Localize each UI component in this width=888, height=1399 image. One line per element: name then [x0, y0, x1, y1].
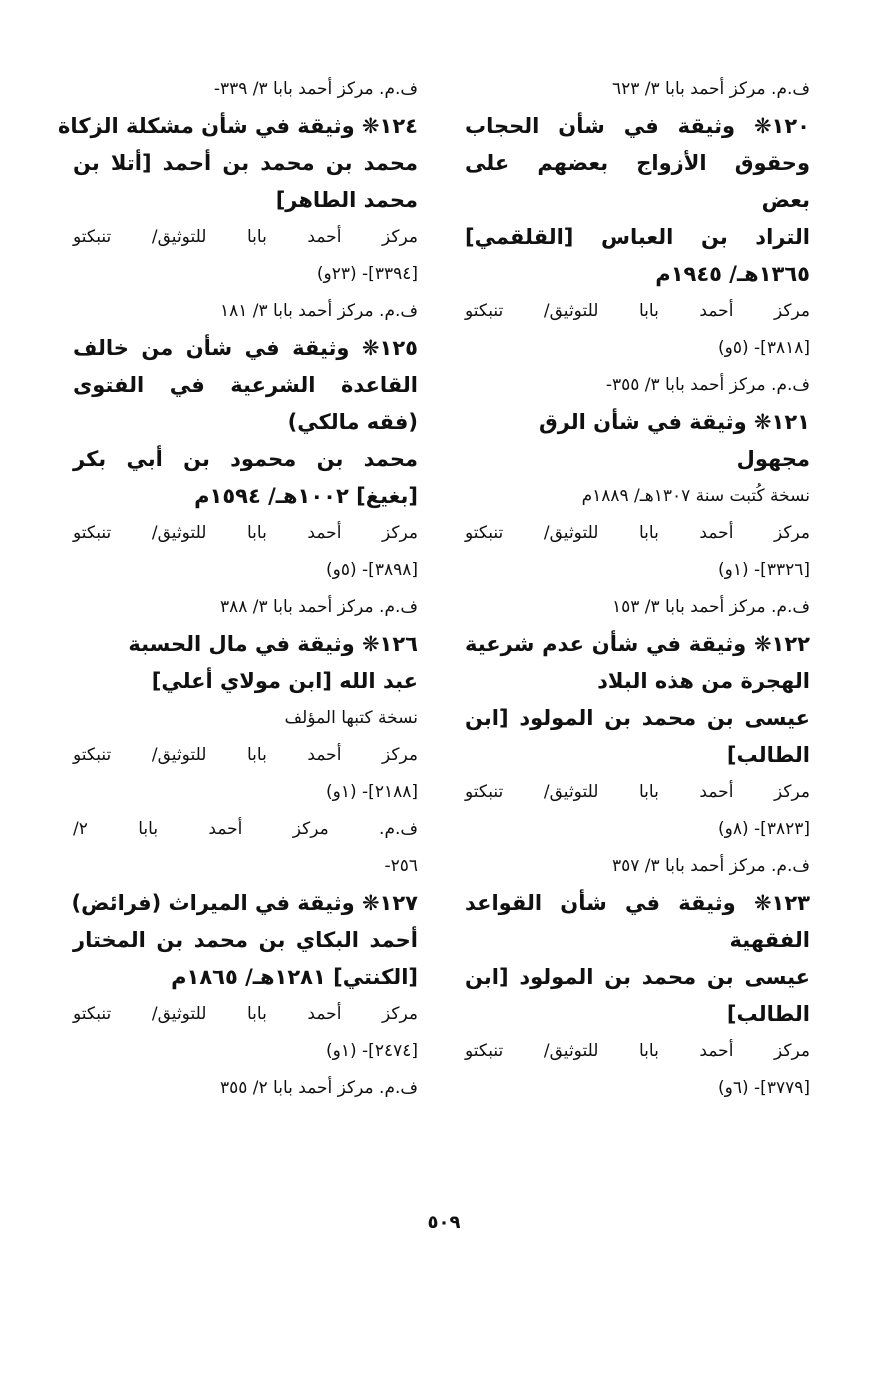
entry-heading-line: محمد بن محمود بن أبي بكر — [73, 447, 418, 471]
entry-detail-line: [٣٧٧٩]- (٦و) — [718, 1078, 810, 1098]
entry-heading-line: التراد بن العباس [القلقمي] — [465, 225, 810, 249]
entry-detail-line: [٣٨٢٣]- (٨و) — [718, 819, 810, 839]
entry-detail-line: ف.م. مركز أحمد بابا ٣/ ١٥٣ — [611, 597, 810, 617]
entry-heading-line: عبد الله [ابن مولاي أعلي] — [151, 669, 418, 693]
entry-heading-line: أحمد البكاي بن محمد بن المختار — [73, 928, 418, 952]
entry-heading-line: [بغيغ] ١٠٠٢هـ/ ١٥٩٤م — [194, 484, 418, 508]
entry-detail-line: ف.م. مركز أحمد بابا ٣/ ٣٥٧ — [611, 856, 810, 876]
page-number: ٥٠٩ — [427, 1212, 461, 1233]
entry-heading-line: ١٢٣❋ وثيقة في شأن القواعد — [465, 891, 810, 915]
entry-heading-line: ١٢٤❋ وثيقة في شأن مشكلة الزكاة — [58, 114, 418, 138]
entry-detail-line: ف.م. مركز أحمد بابا ٣/ ٣٥٥- — [605, 375, 810, 395]
entry-heading-line: ١٢٢❋ وثيقة في شأن عدم شرعية — [465, 632, 810, 656]
entry-detail-line: مركز أحمد بابا للتوثيق/ تنبكتو — [73, 227, 418, 247]
left-column — [58, 72, 418, 1108]
entry-detail-line: ف.م. مركز أحمد بابا ٣/ ٣٨٨ — [219, 597, 418, 617]
entry-heading-line: الطالب] — [726, 743, 810, 767]
entry-heading-line: وحقوق الأزواج بعضهم على — [465, 151, 810, 175]
entry-detail-line: نسخة كتبها المؤلف — [284, 708, 418, 728]
entry-heading-line: عيسى بن محمد بن المولود [ابن — [465, 706, 810, 730]
entry-heading-line: ١٢١❋ وثيقة في شأن الرق — [538, 410, 810, 434]
entry-heading-line: (فقه مالكي) — [287, 410, 418, 434]
entry-detail-line: مركز أحمد بابا للتوثيق/ تنبكتو — [73, 745, 418, 765]
entry-heading-line: الهجرة من هذه البلاد — [597, 669, 810, 693]
entry-detail-line: ف.م. مركز أحمد بابا ٢/ — [73, 819, 418, 839]
entry-detail-line: نسخة كُتبت سنة ١٣٠٧هـ/ ١٨٨٩م — [581, 486, 810, 506]
entry-detail-line: [٣٣٩٤]- (٢٣و) — [316, 264, 418, 284]
entry-heading-line: عيسى بن محمد بن المولود [ابن — [465, 965, 810, 989]
entry-heading-line: ١٢٠❋ وثيقة في شأن الحجاب — [465, 114, 810, 138]
right-column — [465, 72, 810, 1108]
entry-heading-line: الفقهية — [729, 928, 810, 952]
entry-detail-line: مركز أحمد بابا للتوثيق/ تنبكتو — [73, 1004, 418, 1024]
entry-detail-line: ف.م. مركز أحمد بابا ٣/ ٣٣٩- — [213, 79, 418, 99]
entry-heading-line: محمد الطاهر] — [275, 188, 418, 212]
entry-detail-line: [٣٨٩٨]- (٥و) — [326, 560, 418, 580]
entry-detail-line: ف.م. مركز أحمد بابا ٣/ ٦٢٣ — [611, 79, 810, 99]
entry-detail-line: ٢٥٦- — [384, 856, 418, 876]
entry-detail-line: مركز أحمد بابا للتوثيق/ تنبكتو — [465, 523, 810, 543]
entry-detail-line: ف.م. مركز أحمد بابا ٣/ ١٨١ — [219, 301, 418, 321]
entry-detail-line: [٣٨١٨]- (٥و) — [718, 338, 810, 358]
entry-detail-line: [٢١٨٨]- (١و) — [326, 782, 418, 802]
entry-heading-line: ١٢٧❋ وثيقة في الميراث (فرائض) — [71, 891, 418, 915]
entry-detail-line: مركز أحمد بابا للتوثيق/ تنبكتو — [465, 301, 810, 321]
entry-detail-line: ف.م. مركز أحمد بابا ٢/ ٣٥٥ — [219, 1078, 418, 1098]
entry-heading-line: بعض — [761, 188, 810, 212]
entry-heading-line: ١٣٦٥هـ/ ١٩٤٥م — [655, 262, 810, 286]
entry-detail-line: مركز أحمد بابا للتوثيق/ تنبكتو — [465, 782, 810, 802]
entry-detail-line: مركز أحمد بابا للتوثيق/ تنبكتو — [465, 1041, 810, 1061]
entry-heading-line: الطالب] — [726, 1002, 810, 1026]
entry-heading-line: محمد بن محمد بن أحمد [أتلا بن — [73, 151, 418, 175]
entry-heading-line: ١٢٦❋ وثيقة في مال الحسبة — [128, 632, 418, 656]
entry-heading-line: القاعدة الشرعية في الفتوى — [73, 373, 418, 397]
entry-heading-line: مجهول — [736, 447, 810, 471]
entry-heading-line: ١٢٥❋ وثيقة في شأن من خالف — [73, 336, 418, 360]
entry-detail-line: [٢٤٧٤]- (١و) — [326, 1041, 418, 1061]
entry-heading-line: [الكنتي] ١٢٨١هـ/ ١٨٦٥م — [171, 965, 418, 989]
entry-detail-line: مركز أحمد بابا للتوثيق/ تنبكتو — [73, 523, 418, 543]
entry-detail-line: [٣٣٢٦]- (١و) — [718, 560, 810, 580]
